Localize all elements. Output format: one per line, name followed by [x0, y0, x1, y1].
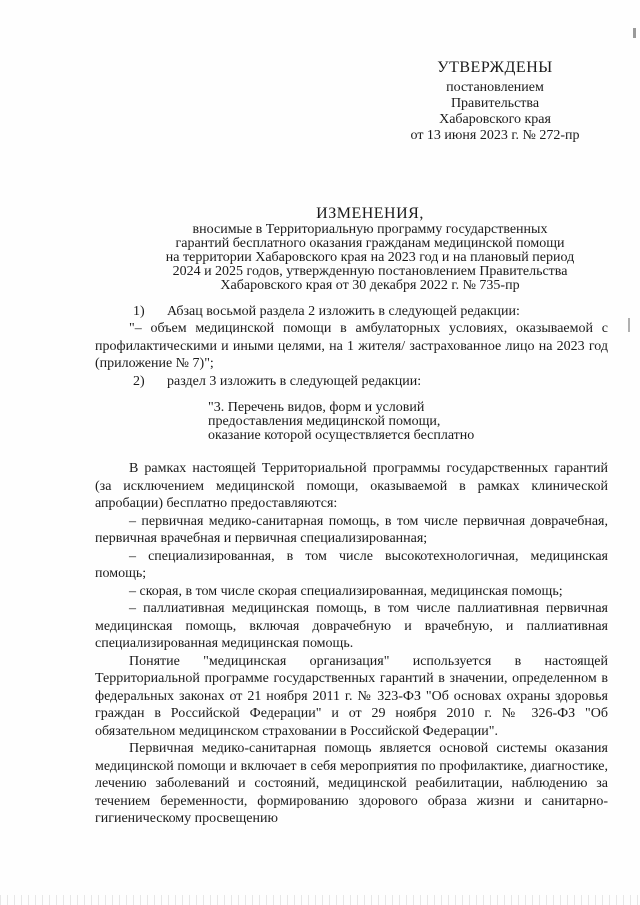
heading-line: на территории Хабаровского края на 2023 год и на плановый период: [165, 250, 575, 265]
approval-title: УТВЕРЖДЕНЫ: [437, 59, 553, 76]
body-paragraph: Понятие "медицинская организация" используется в настоящей Территориальной программе государственных гарантий в значении, определенном в федеральных законах от 21 ноября 2011 г. № 323-ФЗ "Об основах охраны здоровья граждан в Российской Федерации" и от 29 ноября 2010 г. № 326-ФЗ "Об обязательном медицинском страховании в Российской Федерации".: [95, 653, 608, 739]
list-item: [95, 373, 608, 390]
heading-line: вносимые в Территориальную программу государственных: [192, 222, 548, 237]
quoted-paragraph: "– объем медицинской помощи в амбулаторных условиях, оказываемой с профилактическими и иными целями, на 1 жителя/ застрахованное лицо на 2023 год (приложение № 7)";: [95, 321, 608, 371]
scan-mark: [633, 28, 636, 38]
item-number: 1): [133, 304, 145, 319]
body-paragraph: В рамках настоящей Территориальной программы государственных гарантий (за исключением медицинской помощи, оказываемой в рамках клинической апробации) бесплатно предоставляются:: [95, 461, 608, 511]
section-title: [208, 401, 528, 443]
approval-line: постановлением: [446, 80, 544, 95]
item-number: 2): [133, 373, 145, 389]
list-item: – паллиативная медицинская помощь, в том числе паллиативная первичная медицинская помощь, включая доврачебную и врачебную, и паллиативная специализированная медицинская помощь.: [95, 601, 608, 651]
approval-stamp: [400, 60, 590, 144]
scan-edge: [0, 895, 640, 905]
list-item: – первичная медико-санитарная помощь, в том числе первичная доврачебная, первичная врачебная и первичная специализированная;: [95, 513, 608, 546]
heading-line: гарантий бесплатного оказания гражданам медицинской помощи: [175, 236, 565, 251]
section-body: [95, 460, 608, 828]
list-item: [95, 303, 608, 320]
amendment-item-1: [95, 303, 608, 390]
body-paragraph: Первичная медико-санитарная помощь является основой системы оказания медицинской помощи и включает в себя мероприятия по профилактике, диагностике, лечению заболеваний и состояний, медицинской реабилитации, наблюдению за течением беременности, формированию здорового образа жизни и санитарно-гигиеническому просвещению: [95, 741, 608, 826]
section-title-line: предоставления медицинской помощи,: [208, 414, 441, 429]
heading-title: ИЗМЕНЕНИЯ,: [316, 205, 424, 222]
item-text: Абзац восьмой раздела 2 изложить в следующей редакции:: [167, 304, 520, 319]
section-title-line: оказание которой осуществляется бесплатно: [208, 428, 475, 443]
approval-line: Правительства: [450, 96, 540, 111]
heading-line: 2024 и 2025 годов, утвержденную постановлением Правительства: [172, 264, 568, 279]
list-item: – специализированная, в том числе высокотехнологичная, медицинская помощь;: [95, 548, 608, 581]
document-heading: [140, 205, 600, 293]
list-item: – скорая, в том числе скорая специализированная, медицинская помощь;: [129, 583, 563, 599]
item-text: раздел 3 изложить в следующей редакции:: [167, 373, 422, 389]
section-title-line: "3. Перечень видов, форм и условий: [208, 400, 425, 415]
scan-mark: [628, 318, 630, 332]
approval-date: от 13 июня 2023 г. № 272-пр: [410, 128, 580, 143]
heading-line: Хабаровского края от 30 декабря 2022 г. № 735-пр: [220, 278, 520, 293]
approval-line: Хабаровского края: [439, 112, 551, 127]
